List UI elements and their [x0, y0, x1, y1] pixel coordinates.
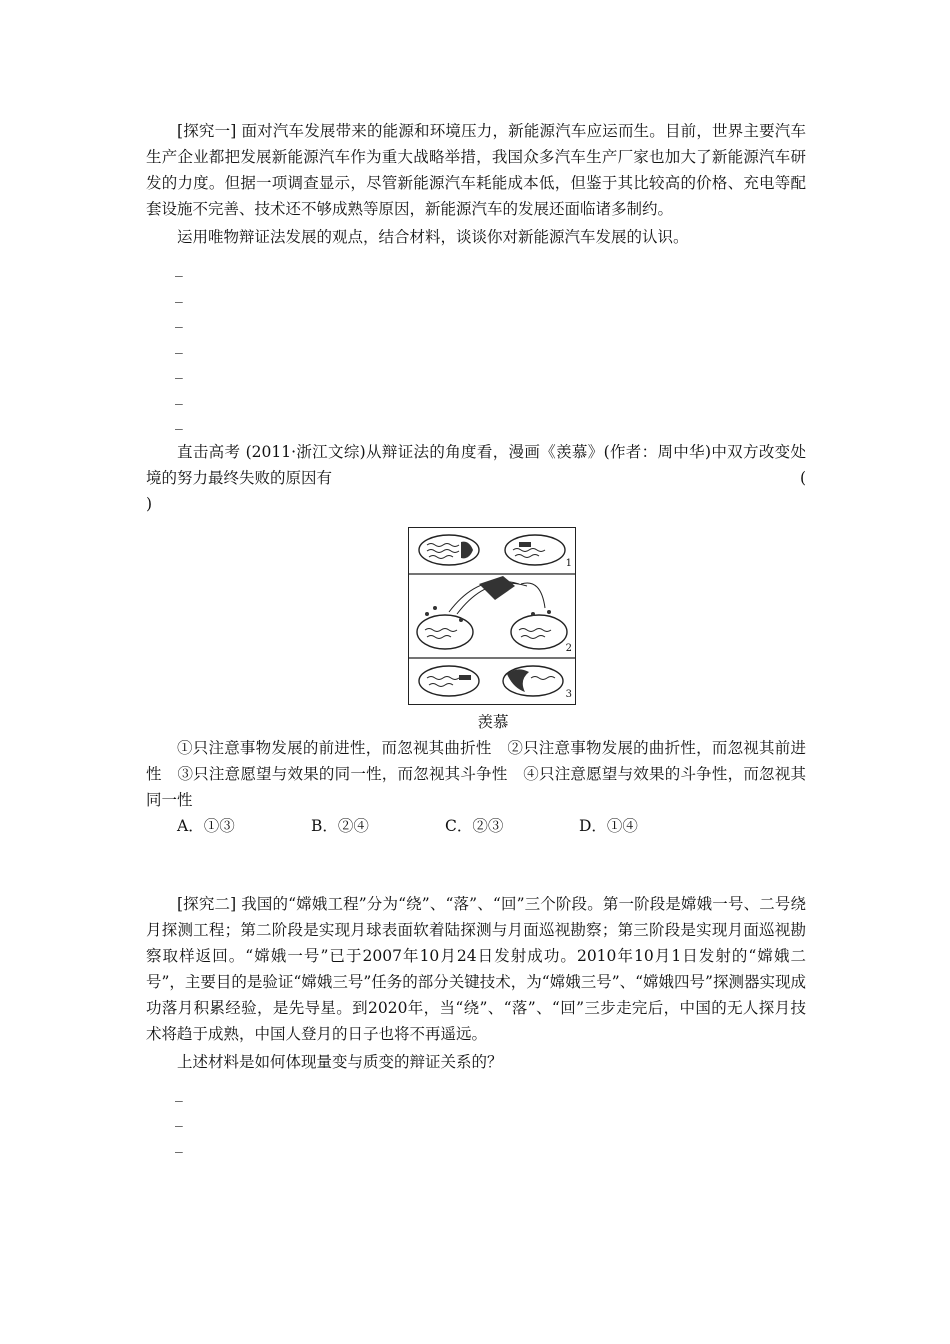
answer-blank[interactable]: _	[175, 1134, 183, 1153]
panel-number: 1	[565, 557, 572, 569]
cartoon-figure	[408, 527, 576, 733]
section2-answer-blanks	[146, 1083, 806, 1160]
option-b[interactable]: B．②④	[311, 816, 369, 835]
section2-question: 上述材料是如何体现量变与质变的辩证关系的？	[177, 1052, 503, 1071]
section1-question: 运用唯物辩证法发展的观点，结合材料，谈谈你对新能源汽车发展的认识。	[177, 228, 689, 246]
answer-paren-close: )	[146, 494, 153, 513]
figure-caption: 羡慕	[477, 712, 509, 731]
option-a[interactable]: A．①③	[177, 816, 235, 835]
answer-blank[interactable]: _	[175, 284, 183, 303]
panel-number: 3	[565, 688, 572, 700]
answer-paren-open: (	[799, 468, 806, 487]
choices-text: ①只注意事物发展的前进性，而忽视其曲折性 ②只注意事物发展的曲折性，而忽视其前进性 ③只注意愿望与效果的同一性，而忽视其斗争性 ④只注意愿望与效果的斗争性，而忽视其同一性	[146, 738, 806, 809]
document-page	[146, 118, 806, 1159]
answer-blank[interactable]: _	[175, 361, 183, 379]
cartoon-drawing	[409, 528, 575, 704]
cartoon-image	[408, 527, 576, 705]
option-c[interactable]: C．②③	[445, 816, 504, 835]
answer-blank[interactable]: _	[175, 1083, 183, 1102]
answer-options	[177, 813, 806, 839]
option-d[interactable]: D．①④	[579, 816, 638, 835]
section1-answer-blanks	[146, 258, 806, 437]
answer-blank[interactable]: _	[175, 412, 183, 430]
gaokao-stem: 直击高考 (2011·浙江文综)从辩证法的角度看，漫画《羡慕》(作者：周中华)中双方改变处境的努力最终失败的原因有 (	[146, 439, 806, 491]
answer-blank[interactable]: _	[175, 335, 183, 354]
answer-blank[interactable]: _	[175, 310, 183, 328]
answer-blank[interactable]: _	[175, 386, 183, 405]
answer-blank[interactable]: _	[175, 1109, 183, 1127]
section2-paragraph: [探究二] 我国的“嫦娥工程”分为“绕”、“落”、“回”三个阶段。第一阶段是嫦娥一号、二号绕月探测工程；第二阶段是实现月球表面软着陆探测与月面巡视勘察；第三阶段是实现月面巡视勘察取样返回。“嫦娥一号”已于2007年10月24日发射成功。2010年10月1日发射的“嫦娥二号”，主要目的是验证“嫦娥三号”任务的部分关键技术，为“嫦娥三号”、“嫦娥四号”探测器实现成功落月积累经验，是先导星。到2020年，当“绕”、“落”、“回”三步走完后，中国的无人探月技术将趋于成熟，中国人登月的日子也将不再遥远。	[146, 894, 806, 1043]
panel-number: 2	[565, 642, 572, 654]
section1-paragraph: [探究一] 面对汽车发展带来的能源和环境压力，新能源汽车应运而生。目前，世界主要汽车生产企业都把发展新能源汽车作为重大战略举措，我国众多汽车生产厂家也加大了新能源汽车研发的力度。但据一项调查显示，尽管新能源汽车耗能成本低，但鉴于其比较高的价格、充电等配套设施不完善、技术还不够成熟等原因，新能源汽车的发展还面临诸多制约。	[146, 122, 806, 218]
answer-blank[interactable]: _	[175, 259, 183, 277]
